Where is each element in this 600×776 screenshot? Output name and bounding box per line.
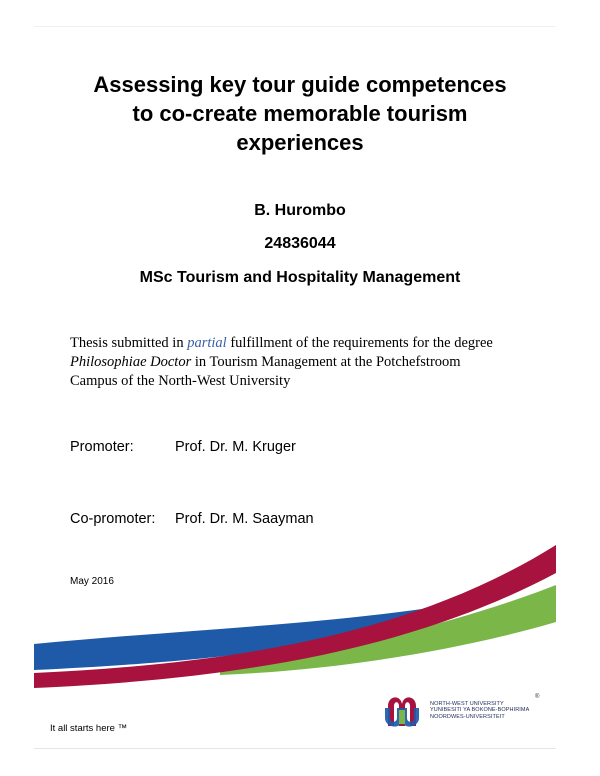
statement-line-3: Campus of the North-West University [70,373,291,389]
title-line-2: to co-create memorable tourism [132,101,468,126]
thesis-title [40,70,560,157]
statement-line-2-post: in Tourism Management at the Potchefstroom [191,354,461,370]
bottom-divider [34,748,556,749]
university-name [430,701,529,720]
statement-line-1 [70,334,540,353]
statement-line-2 [70,353,540,372]
university-name-line-1: NORTH-WEST UNIVERSITY [430,701,504,707]
submission-date: May 2016 [70,576,114,587]
university-name-line-2: YUNIBESITI YA BOKONE-BOPHIRIMA [430,707,530,714]
statement-line-1-pre: Thesis submitted in [70,335,188,351]
statement-emphasis-partial: partial [187,335,227,351]
prior-degree: MSc Tourism and Hospitality Management [139,269,461,286]
co-promoter-label: Co-promoter: [70,511,156,527]
university-logo-icon [382,690,422,728]
statement-line-1-post: fulfillment of the requirements for the degree [226,335,493,351]
top-divider [34,26,556,27]
title-line-3: experiences [236,130,364,155]
university-name-line-3: NOORDWES-UNIVERSITEIT [430,713,505,720]
promoter-label: Promoter: [70,439,134,455]
title-line-1: Assessing key tour guide competences [93,72,507,97]
tagline: It all starts here ™ [50,723,128,734]
brand-swoosh-graphic [0,530,600,700]
author-name: B. Hurombo [254,202,346,219]
co-promoter-name: Prof. Dr. M. Saayman [175,511,314,527]
statement-degree-name: Philosophiae Doctor [70,354,192,370]
co-promoter-row [70,511,314,527]
promoter-row [70,439,296,455]
registered-mark: ® [535,694,540,700]
promoter-name: Prof. Dr. M. Kruger [175,439,296,455]
student-number: 24836044 [264,235,336,252]
submission-statement [70,334,540,391]
